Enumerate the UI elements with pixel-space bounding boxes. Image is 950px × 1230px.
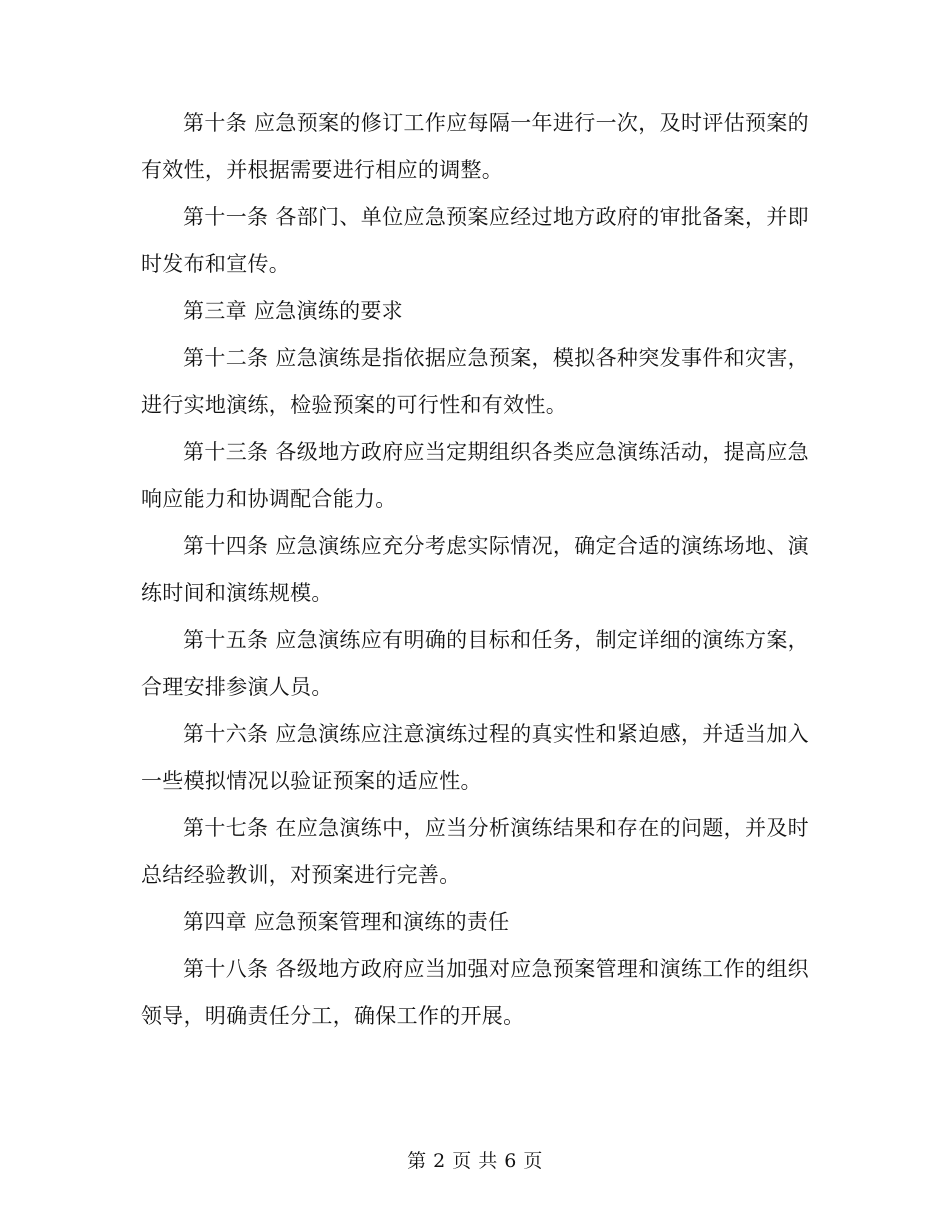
chapter-3-heading: 第三章 应急演练的要求 [183, 299, 403, 323]
paragraph-article-15: 第十五条 应急演练应有明确的目标和任务，制定详细的演练方案，合理安排参演人员。 [141, 628, 809, 699]
paragraph-article-12: 第十二条 应急演练是指依据应急预案，模拟各种突发事件和灾害，进行实地演练，检验预案的可行性和有效性。 [141, 346, 809, 417]
page-number-footer: 第 2 页 共 6 页 [407, 1150, 543, 1172]
paragraph-article-16: 第十六条 应急演练应注意演练过程的真实性和紧迫感，并适当加入一些模拟情况以验证预案的适应性。 [141, 722, 809, 793]
paragraph-article-14: 第十四条 应急演练应充分考虑实际情况，确定合适的演练场地、演练时间和演练规模。 [141, 534, 809, 605]
paragraph-article-13: 第十三条 各级地方政府应当定期组织各类应急演练活动，提高应急响应能力和协调配合能力。 [141, 440, 809, 511]
paragraph-article-18: 第十八条 各级地方政府应当加强对应急预案管理和演练工作的组织领导，明确责任分工，确保工作的开展。 [141, 957, 809, 1028]
paragraph-article-10: 第十条 应急预案的修订工作应每隔一年进行一次，及时评估预案的有效性，并根据需要进行相应的调整。 [141, 111, 809, 182]
paragraph-article-11: 第十一条 各部门、单位应急预案应经过地方政府的审批备案，并即时发布和宣传。 [141, 205, 809, 276]
paragraph-article-17: 第十七条 在应急演练中，应当分析演练结果和存在的问题，并及时总结经验教训，对预案进行完善。 [141, 816, 809, 887]
document-body [141, 100, 809, 1040]
chapter-4-heading: 第四章 应急预案管理和演练的责任 [183, 910, 510, 934]
